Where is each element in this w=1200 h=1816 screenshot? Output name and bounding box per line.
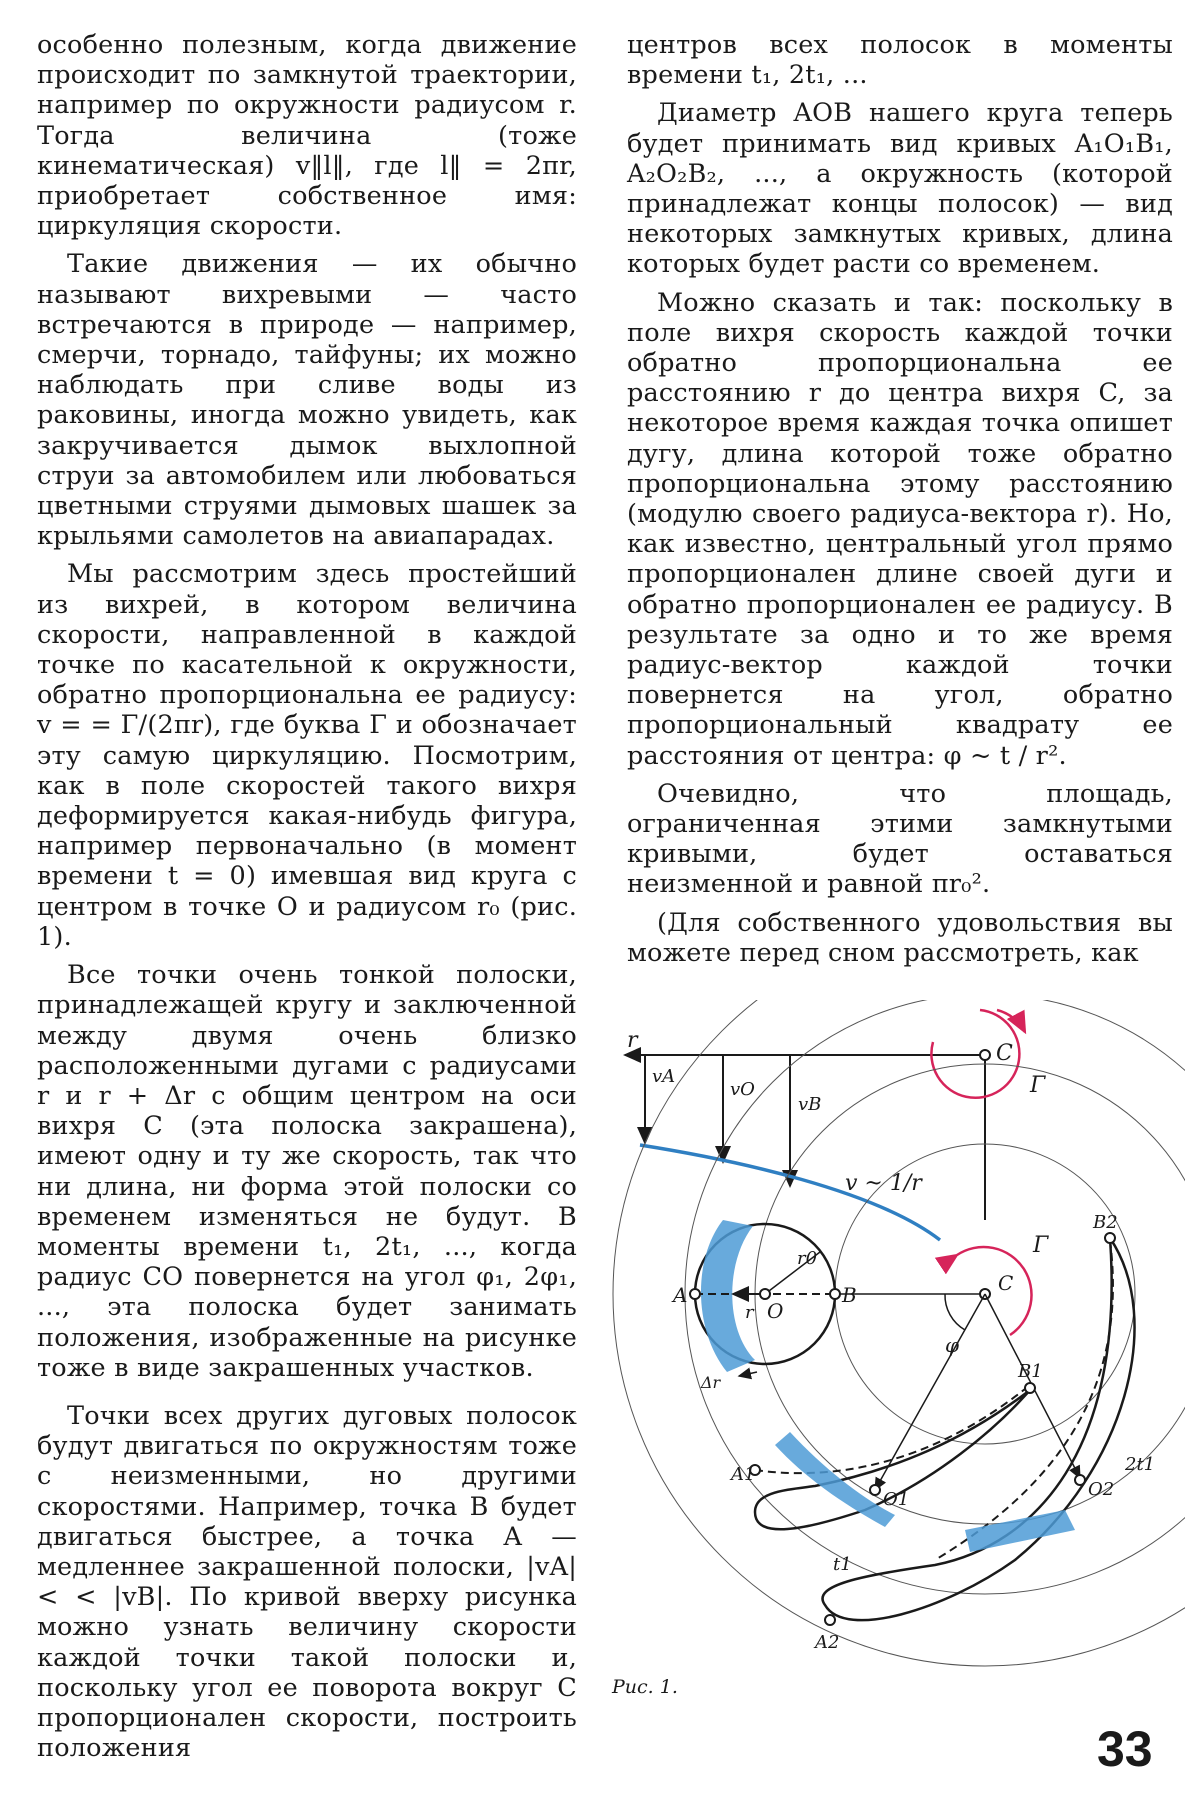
label-vb: vB: [798, 1094, 822, 1115]
label-phi: φ: [945, 1333, 960, 1357]
label-a1: A1: [731, 1464, 756, 1485]
label-a2: A2: [815, 1632, 840, 1653]
paragraph: (Для собственного удовольствия вы можете перед сном рассмотреть, как: [627, 907, 1173, 968]
circulation-arc: [957, 1247, 1032, 1335]
label-va: vA: [652, 1066, 676, 1087]
label-b2: B2: [1093, 1212, 1118, 1233]
point-o: [760, 1289, 770, 1299]
label-gamma-top: Γ: [1030, 1073, 1046, 1098]
delta-r-arrow: [739, 1372, 757, 1376]
point-a: [690, 1289, 700, 1299]
paragraph: Диаметр AOB нашего круга теперь будет принимать вид кривых A₁O₁B₁, A₂O₂B₂, ..., а окружность (которой принадлежат концы полосок) — вид некоторых замкнутых кривых, длина которых будет расти со временем.: [627, 98, 1173, 280]
point-a2: [825, 1615, 835, 1625]
figure-caption: Рис. 1.: [612, 1676, 678, 1698]
point-b: [830, 1289, 840, 1299]
paragraph: Очевидно, что площадь, ограниченная этими замкнутыми кривыми, будет оставаться неизменной и равной πr₀².: [627, 778, 1173, 900]
shaded-strip-2t1: [965, 1510, 1075, 1552]
label-r0: r0: [797, 1248, 818, 1269]
label-velocity-law: v ~ 1/r: [845, 1171, 922, 1196]
paragraph: Все точки очень тонкой полоски, принадлежащей кругу и заключенной между двумя очень близко расположенными дугами с радиусами r и r + Δr с общим центром на оси вихря C (эта полоска закрашена), имеют одну и ту же скорость, так что ни длина, ни форма этой полоски со временем изменяться не будут. В моменты времени t₁, 2t₁, ..., когда радиус CO повернется на угол φ₁, 2φ₁, ..., эта полоска будет занимать положения, изображенные на рисунке тоже в виде закрашенных участков.: [37, 960, 577, 1383]
point-b2: [1105, 1233, 1115, 1243]
angle-phi-arc: [945, 1294, 965, 1330]
text-column-right: [627, 30, 1173, 976]
label-c: C: [998, 1271, 1014, 1295]
page-number: 33: [1097, 1721, 1153, 1777]
label-vo: vO: [730, 1079, 755, 1100]
paragraph: Можно сказать и так: поскольку в поле вихря скорость каждой точки обратно пропорциональна ее расстоянию r до центра вихря C, за некоторое время каждая точка опишет дугу, длина которой тоже обратно пропорциональна этому расстоянию (модулю своего радиуса-вектора r). Но, как известно, центральный угол прямо пропорционален длине своей дуги и обратно пропорционален ее радиусу. В результате за одно и то же время радиус-вектор каждой точки повернется на угол, обратно пропорциональный квадрату ее расстояния от центра: φ ~ t / r².: [627, 287, 1173, 771]
point-b1: [1025, 1383, 1035, 1393]
label-delta-r: Δr: [701, 1373, 721, 1392]
point-c-top: [980, 1050, 990, 1060]
label-2t1: 2t1: [1125, 1454, 1156, 1475]
paragraph: центров всех полосок в моменты времени t₁, 2t₁, ...: [627, 30, 1173, 91]
label-c-top: C: [996, 1041, 1013, 1066]
closed-curve-2t1: [823, 1238, 1135, 1620]
point-o2: [1075, 1475, 1085, 1485]
paragraph: особенно полезным, когда движение происходит по замкнутой траектории, например по окружности радиусом r. Тогда величина (тоже кинематическая) v‖l‖, где l‖ = 2πr, приобретает собственное имя: циркуляция скорости.: [37, 30, 577, 242]
paragraph: Такие движения — их обычно называют вихревыми — часто встречаются в природе — например, смерчи, торнадо, тайфуны; их можно наблюдать при сливе воды из раковины, иногда можно увидеть, как закручивается дымок выхлопной струи за автомобилем или любоваться цветными струями дымовых шашек за крыльями самолетов на авиапарадах.: [37, 249, 577, 552]
point-o1: [870, 1485, 880, 1495]
vortex-figure: [605, 1000, 1185, 1730]
label-b: B: [842, 1283, 857, 1307]
label-o: O: [767, 1299, 784, 1323]
label-b1: B1: [1018, 1361, 1043, 1382]
shaded-strip-t1: [775, 1432, 895, 1527]
guide-arc: [613, 1000, 1185, 1666]
label-gamma: Γ: [1033, 1233, 1049, 1258]
label-r-inner: r: [745, 1302, 754, 1323]
label-r-axis: r: [627, 1028, 638, 1053]
label-o2: O2: [1088, 1479, 1115, 1500]
shaded-strip-initial: [701, 1220, 755, 1372]
text-column-left: [37, 30, 577, 1771]
label-t1: t1: [833, 1554, 852, 1575]
label-o1: O1: [883, 1489, 910, 1510]
diameter-curve-2t1: [935, 1240, 1113, 1560]
paragraph: Точки всех других дуговых полосок будут двигаться по окружностям тоже с неизменными, но другими скоростями. Например, точка B будет двигаться быстрее, а точка A — медленнее закрашенной полоски, |vA| < < |vB|. По кривой вверху рисунка можно узнать величину скорости каждой точки такой полоски и, поскольку угол ее поворота вокруг C пропорционален скорости, построить положения: [37, 1400, 577, 1764]
label-a: A: [673, 1283, 688, 1307]
paragraph: Мы рассмотрим здесь простейший из вихрей, в котором величина скорости, направленной в каждой точке по касательной к окружности, обратно пропорциональна ее радиусу: v = = Γ/(2πr), где буква Γ и обозначает эту самую циркуляцию. Посмотрим, как в поле скоростей такого вихря деформируется какая-нибудь фигура, например первоначально (в момент времени t = 0) имевшая вид круга с центром в точке O и радиусом r₀ (рис. 1).: [37, 559, 577, 952]
